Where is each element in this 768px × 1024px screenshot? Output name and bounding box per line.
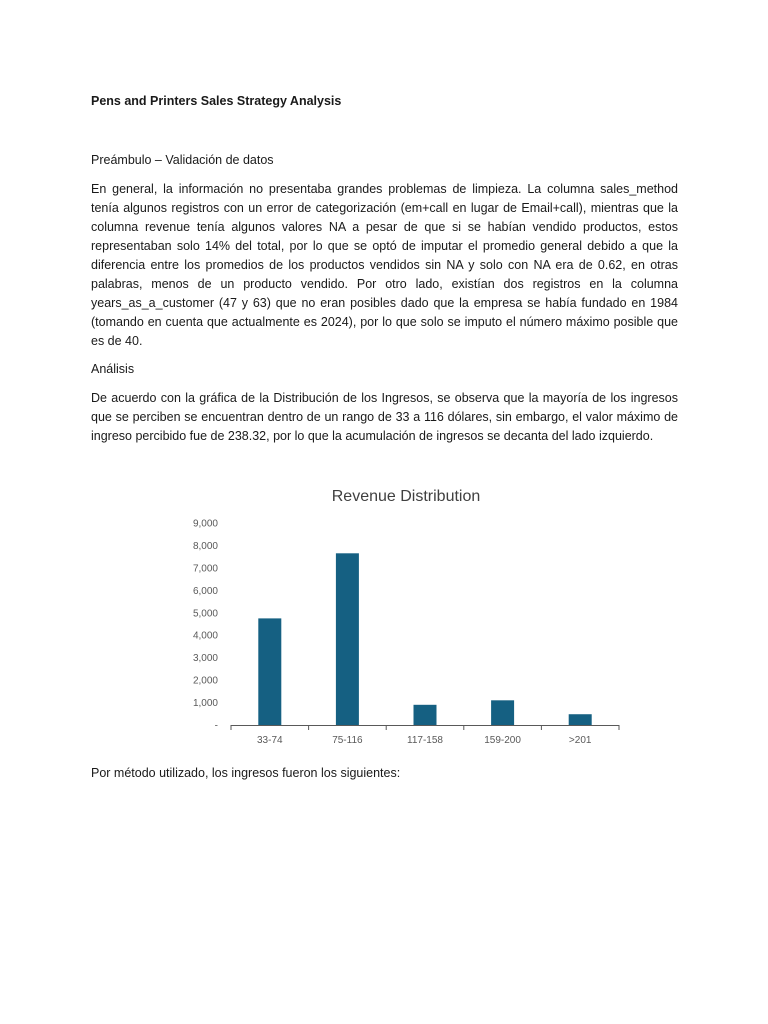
- bar: [491, 700, 514, 725]
- chart-svg: [0, 480, 768, 750]
- y-tick-label: 7,000: [192, 563, 218, 575]
- closing-paragraph: Por método utilizado, los ingresos fueron los siguientes:: [91, 766, 401, 780]
- preamble-heading: Preámbulo – Validación de datos: [91, 153, 274, 167]
- analysis-paragraph: De acuerdo con la gráfica de la Distribución de los Ingresos, se observa que la mayoría de los ingresos que se perciben se encuentran dentro de un rango de 33 a 116 dólares, sin embargo, el valor máximo de ingreso percibido fue de 238.32, por lo que la acumulación de ingresos se decanta del lado izquierdo.: [91, 391, 678, 443]
- document-title: Pens and Printers Sales Strategy Analysis: [91, 94, 342, 108]
- y-tick-label: 4,000: [192, 630, 218, 642]
- y-tick-label: 2,000: [192, 675, 218, 687]
- bar: [414, 705, 437, 725]
- x-category-label: 33-74: [257, 735, 283, 746]
- x-axis: [231, 725, 619, 730]
- bar: [336, 553, 359, 725]
- bar: [258, 618, 281, 725]
- y-axis-ticks: [193, 519, 218, 732]
- y-tick-label: 3,000: [192, 653, 218, 665]
- preamble-paragraph: En general, la información no presentaba grandes problemas de limpieza. La columna sales_method tenía algunos registros con un error de categorización (em+call en lugar de Email+call), mientras que la columna revenue tenía algunos valores NA a pesar de que si se habían vendido productos, estos representaban solo 14% del total, por lo que se optó de imputar el promedio general debido a que la diferencia entre los promedios de los productos vendidos sin NA y solo con NA era de 0.62, en otras palabras, menos de un producto vendido. Por otro lado, existían dos registros en la columna years_as_a_customer (47 y 63) que no eran posibles dado que la empresa se había fundado en 1984 (tomando en cuenta que actualmente es 2024), por lo que solo se imputo el número máximo posible que es de 40.: [91, 182, 678, 348]
- y-tick-label: 8,000: [192, 540, 218, 552]
- bars-group: [258, 553, 591, 725]
- x-category-label: 117-158: [407, 735, 443, 746]
- y-tick-label: 5,000: [192, 608, 218, 620]
- revenue-distribution-chart: [0, 480, 768, 750]
- analysis-heading: Análisis: [91, 362, 135, 376]
- x-axis-labels: [257, 735, 592, 746]
- y-tick-label: 6,000: [192, 585, 218, 597]
- x-category-label: 159-200: [484, 735, 521, 746]
- bar: [569, 714, 592, 725]
- y-tick-label: -: [214, 720, 218, 732]
- document-body: [91, 93, 678, 446]
- y-tick-label: 9,000: [192, 518, 218, 530]
- y-tick-label: 1,000: [192, 698, 218, 710]
- chart-title: Revenue Distribution: [331, 488, 481, 505]
- x-category-label: 75-116: [332, 735, 363, 746]
- x-category-label: >201: [568, 735, 592, 746]
